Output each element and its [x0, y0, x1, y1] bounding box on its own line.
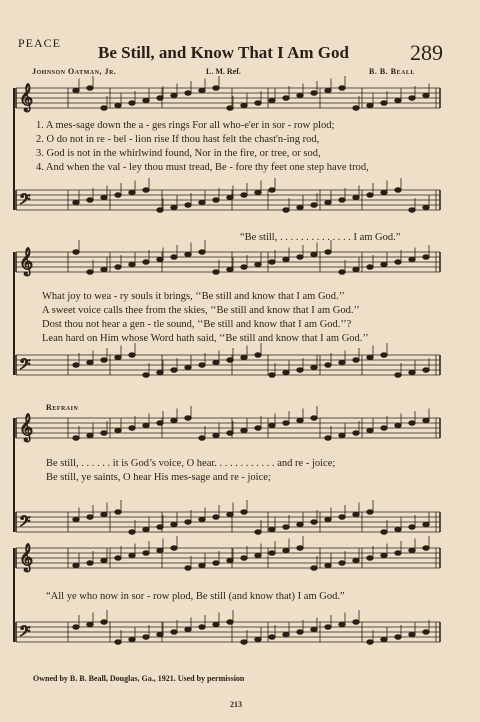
- note-head: [311, 566, 317, 571]
- note-head: [269, 260, 275, 265]
- note-head: [157, 208, 163, 213]
- note-head: [115, 640, 121, 645]
- note-head: [171, 93, 177, 98]
- note-head: [115, 556, 121, 561]
- note-head: [101, 106, 107, 111]
- copyright-note: Owned by B. B. Beall, Douglas, Ga., 1921. Used by permission: [33, 674, 245, 683]
- note-head: [101, 558, 107, 563]
- note-head: [311, 520, 317, 525]
- note-head: [213, 561, 219, 566]
- note-head: [73, 436, 79, 441]
- note-head: [367, 428, 373, 433]
- note-head: [409, 257, 415, 262]
- note-head: [227, 512, 233, 517]
- note-head: [115, 103, 121, 108]
- note-head: [269, 188, 275, 193]
- note-head: [241, 193, 247, 198]
- note-head: [283, 548, 289, 553]
- note-head: [157, 525, 163, 530]
- note-head: [185, 416, 191, 421]
- note-head: [255, 530, 261, 535]
- hymn-number: 289: [410, 40, 443, 65]
- verse-line-2a: 2. O do not in re - bel - lion rise If thou hast felt the chast'n-ing rod,: [36, 134, 320, 145]
- note-head: [129, 426, 135, 431]
- echo-line: “Be still, . . . . . . . . . . . . . . I am God.”: [240, 232, 401, 243]
- note-head: [241, 355, 247, 360]
- note-head: [199, 200, 205, 205]
- note-head: [325, 517, 331, 522]
- note-head: [185, 365, 191, 370]
- note-head: [381, 530, 387, 535]
- note-head: [73, 625, 79, 630]
- note-head: [199, 625, 205, 630]
- note-head: [87, 622, 93, 627]
- note-head: [199, 563, 205, 568]
- note-head: [73, 563, 79, 568]
- note-head: [395, 551, 401, 556]
- note-head: [311, 203, 317, 208]
- note-head: [73, 250, 79, 255]
- note-head: [143, 635, 149, 640]
- refrain-line-3: “All ye who now in sor - row plod, Be still (and know that) I am God.”: [46, 591, 345, 602]
- note-head: [241, 510, 247, 515]
- note-head: [255, 190, 261, 195]
- note-head: [157, 96, 163, 101]
- note-head: [255, 353, 261, 358]
- note-head: [423, 368, 429, 373]
- note-head: [353, 358, 359, 363]
- note-head: [395, 260, 401, 265]
- note-head: [339, 561, 345, 566]
- note-head: [101, 620, 107, 625]
- note-head: [87, 561, 93, 566]
- note-head: [199, 436, 205, 441]
- note-head: [185, 627, 191, 632]
- note-head: [409, 525, 415, 530]
- note-head: [73, 517, 79, 522]
- page-number: 213: [230, 700, 242, 709]
- note-head: [227, 106, 233, 111]
- note-head: [367, 103, 373, 108]
- note-head: [409, 208, 415, 213]
- note-head: [409, 548, 415, 553]
- note-head: [87, 433, 93, 438]
- note-head: [325, 88, 331, 93]
- refrain-line-1: Be still, . . . . . . it is God’s voice, O hear. . . . . . . . . . . . and re - joice;: [46, 458, 336, 469]
- note-head: [423, 418, 429, 423]
- note-head: [143, 98, 149, 103]
- note-head: [297, 255, 303, 260]
- note-head: [283, 525, 289, 530]
- note-head: [255, 553, 261, 558]
- note-head: [213, 86, 219, 91]
- note-head: [101, 431, 107, 436]
- note-head: [87, 360, 93, 365]
- verse-line-1a: 1. A mes-sage down the a - ges rings For all who-e'er in sor - row plod;: [36, 120, 335, 131]
- verse-line-4a: 4. And when the val - ley thou must tread, Be - fore thy feet one step have trod,: [36, 162, 369, 173]
- note-head: [241, 428, 247, 433]
- note-head: [115, 355, 121, 360]
- note-head: [339, 360, 345, 365]
- note-head: [395, 98, 401, 103]
- note-head: [395, 527, 401, 532]
- note-head: [269, 423, 275, 428]
- note-head: [395, 373, 401, 378]
- note-head: [129, 262, 135, 267]
- note-head: [339, 515, 345, 520]
- note-head: [423, 630, 429, 635]
- note-head: [199, 363, 205, 368]
- note-head: [171, 546, 177, 551]
- note-head: [297, 418, 303, 423]
- treble-clef-icon: 𝄞: [19, 543, 34, 571]
- note-head: [213, 270, 219, 275]
- refrain-label: Refrain: [46, 403, 79, 412]
- note-head: [297, 522, 303, 527]
- note-head: [171, 630, 177, 635]
- note-head: [381, 637, 387, 642]
- note-head: [283, 208, 289, 213]
- note-head: [297, 93, 303, 98]
- note-head: [255, 426, 261, 431]
- note-head: [353, 620, 359, 625]
- note-head: [171, 368, 177, 373]
- note-head: [129, 553, 135, 558]
- note-head: [353, 431, 359, 436]
- note-head: [171, 205, 177, 210]
- note-head: [213, 433, 219, 438]
- note-head: [367, 355, 373, 360]
- note-head: [297, 368, 303, 373]
- note-head: [73, 88, 79, 93]
- note-head: [129, 190, 135, 195]
- note-head: [199, 88, 205, 93]
- note-head: [101, 267, 107, 272]
- note-head: [73, 363, 79, 368]
- note-head: [269, 635, 275, 640]
- note-head: [269, 551, 275, 556]
- meter-marking: L. M. Ref.: [206, 67, 241, 76]
- note-head: [185, 203, 191, 208]
- note-head: [213, 198, 219, 203]
- note-head: [423, 93, 429, 98]
- note-head: [297, 546, 303, 551]
- note-head: [325, 436, 331, 441]
- note-head: [199, 250, 205, 255]
- note-head: [241, 265, 247, 270]
- verse-line-3a: 3. God is not in the whirlwind found, Nor in the fire, or tree, or sod,: [36, 148, 321, 159]
- note-head: [171, 255, 177, 260]
- note-head: [73, 200, 79, 205]
- note-head: [395, 635, 401, 640]
- note-head: [409, 370, 415, 375]
- note-head: [367, 510, 373, 515]
- note-head: [269, 98, 275, 103]
- note-head: [339, 198, 345, 203]
- treble-clef-icon: 𝄞: [19, 413, 34, 441]
- treble-clef-icon: 𝄞: [19, 83, 34, 111]
- note-head: [185, 520, 191, 525]
- note-head: [227, 195, 233, 200]
- note-head: [395, 423, 401, 428]
- note-head: [87, 86, 93, 91]
- note-head: [283, 421, 289, 426]
- note-head: [423, 255, 429, 260]
- note-head: [353, 512, 359, 517]
- note-head: [409, 632, 415, 637]
- note-head: [213, 515, 219, 520]
- note-head: [381, 553, 387, 558]
- note-head: [353, 558, 359, 563]
- note-head: [311, 416, 317, 421]
- note-head: [283, 370, 289, 375]
- note-head: [143, 260, 149, 265]
- note-head: [227, 267, 233, 272]
- note-head: [269, 373, 275, 378]
- note-head: [269, 527, 275, 532]
- note-head: [115, 265, 121, 270]
- note-head: [325, 200, 331, 205]
- note-head: [395, 188, 401, 193]
- note-head: [255, 101, 261, 106]
- section-heading: PEACE: [18, 36, 62, 50]
- note-head: [241, 640, 247, 645]
- author-credit: Johnson Oatman, Jr.: [32, 67, 117, 76]
- verse-line-2b: A sweet voice calls thee from the skies, ‘‘Be still and know that I am God.’’: [42, 305, 360, 316]
- note-head: [157, 257, 163, 262]
- note-head: [101, 195, 107, 200]
- note-head: [325, 250, 331, 255]
- note-head: [353, 195, 359, 200]
- note-head: [171, 418, 177, 423]
- note-head: [115, 193, 121, 198]
- note-head: [227, 620, 233, 625]
- note-head: [381, 353, 387, 358]
- hymn-title: Be Still, and Know That I Am God: [98, 43, 349, 62]
- composer-credit: B. B. Beall: [369, 67, 415, 76]
- note-head: [255, 637, 261, 642]
- note-head: [353, 106, 359, 111]
- note-head: [423, 205, 429, 210]
- note-head: [283, 257, 289, 262]
- bass-clef-icon: 𝄢: [19, 191, 31, 212]
- note-head: [339, 86, 345, 91]
- note-head: [367, 640, 373, 645]
- note-head: [367, 265, 373, 270]
- note-head: [129, 101, 135, 106]
- note-head: [129, 353, 135, 358]
- note-head: [339, 433, 345, 438]
- verse-line-4b: Lean hard on Him whose Word hath said, ‘‘Be still and know that I am God.’’: [42, 333, 369, 344]
- note-head: [185, 91, 191, 96]
- bass-clef-icon: 𝄢: [19, 623, 31, 644]
- note-head: [311, 627, 317, 632]
- note-head: [367, 556, 373, 561]
- note-head: [311, 91, 317, 96]
- note-head: [367, 193, 373, 198]
- note-head: [241, 556, 247, 561]
- note-head: [129, 637, 135, 642]
- note-head: [87, 270, 93, 275]
- note-head: [283, 96, 289, 101]
- note-head: [213, 622, 219, 627]
- note-head: [297, 205, 303, 210]
- note-head: [157, 421, 163, 426]
- note-head: [143, 373, 149, 378]
- note-head: [143, 188, 149, 193]
- note-head: [143, 551, 149, 556]
- note-head: [157, 548, 163, 553]
- note-head: [101, 512, 107, 517]
- note-head: [199, 517, 205, 522]
- note-head: [381, 101, 387, 106]
- note-head: [213, 360, 219, 365]
- note-head: [227, 358, 233, 363]
- note-head: [381, 426, 387, 431]
- note-head: [157, 632, 163, 637]
- note-head: [87, 198, 93, 203]
- note-head: [115, 428, 121, 433]
- note-head: [325, 625, 331, 630]
- note-head: [115, 510, 121, 515]
- note-head: [227, 431, 233, 436]
- note-head: [157, 370, 163, 375]
- bass-clef-icon: 𝄢: [19, 513, 31, 534]
- note-head: [255, 262, 261, 267]
- note-head: [171, 522, 177, 527]
- note-head: [297, 630, 303, 635]
- note-head: [227, 558, 233, 563]
- note-head: [185, 252, 191, 257]
- note-head: [409, 421, 415, 426]
- note-head: [87, 515, 93, 520]
- verse-line-1b: What joy to wea - ry souls it brings, ‘‘Be still and know that I am God.’’: [42, 291, 345, 302]
- refrain-line-2: Be still, ye saints, O hear His mes-sage and re - joice;: [46, 472, 271, 483]
- note-head: [311, 252, 317, 257]
- note-head: [311, 365, 317, 370]
- note-head: [381, 190, 387, 195]
- note-head: [143, 423, 149, 428]
- note-head: [339, 270, 345, 275]
- note-head: [423, 546, 429, 551]
- note-head: [339, 622, 345, 627]
- note-head: [101, 358, 107, 363]
- verse-line-3b: Dost thou not hear a gen - tle sound, ‘‘Be still and know that I am God.’’?: [42, 319, 352, 330]
- note-head: [241, 103, 247, 108]
- note-head: [423, 522, 429, 527]
- note-head: [409, 96, 415, 101]
- note-head: [381, 262, 387, 267]
- note-head: [143, 527, 149, 532]
- bass-clef-icon: 𝄢: [19, 356, 31, 377]
- note-head: [185, 566, 191, 571]
- note-head: [283, 632, 289, 637]
- note-head: [129, 530, 135, 535]
- note-head: [353, 267, 359, 272]
- note-head: [325, 363, 331, 368]
- treble-clef-icon: 𝄞: [19, 247, 34, 275]
- note-head: [325, 563, 331, 568]
